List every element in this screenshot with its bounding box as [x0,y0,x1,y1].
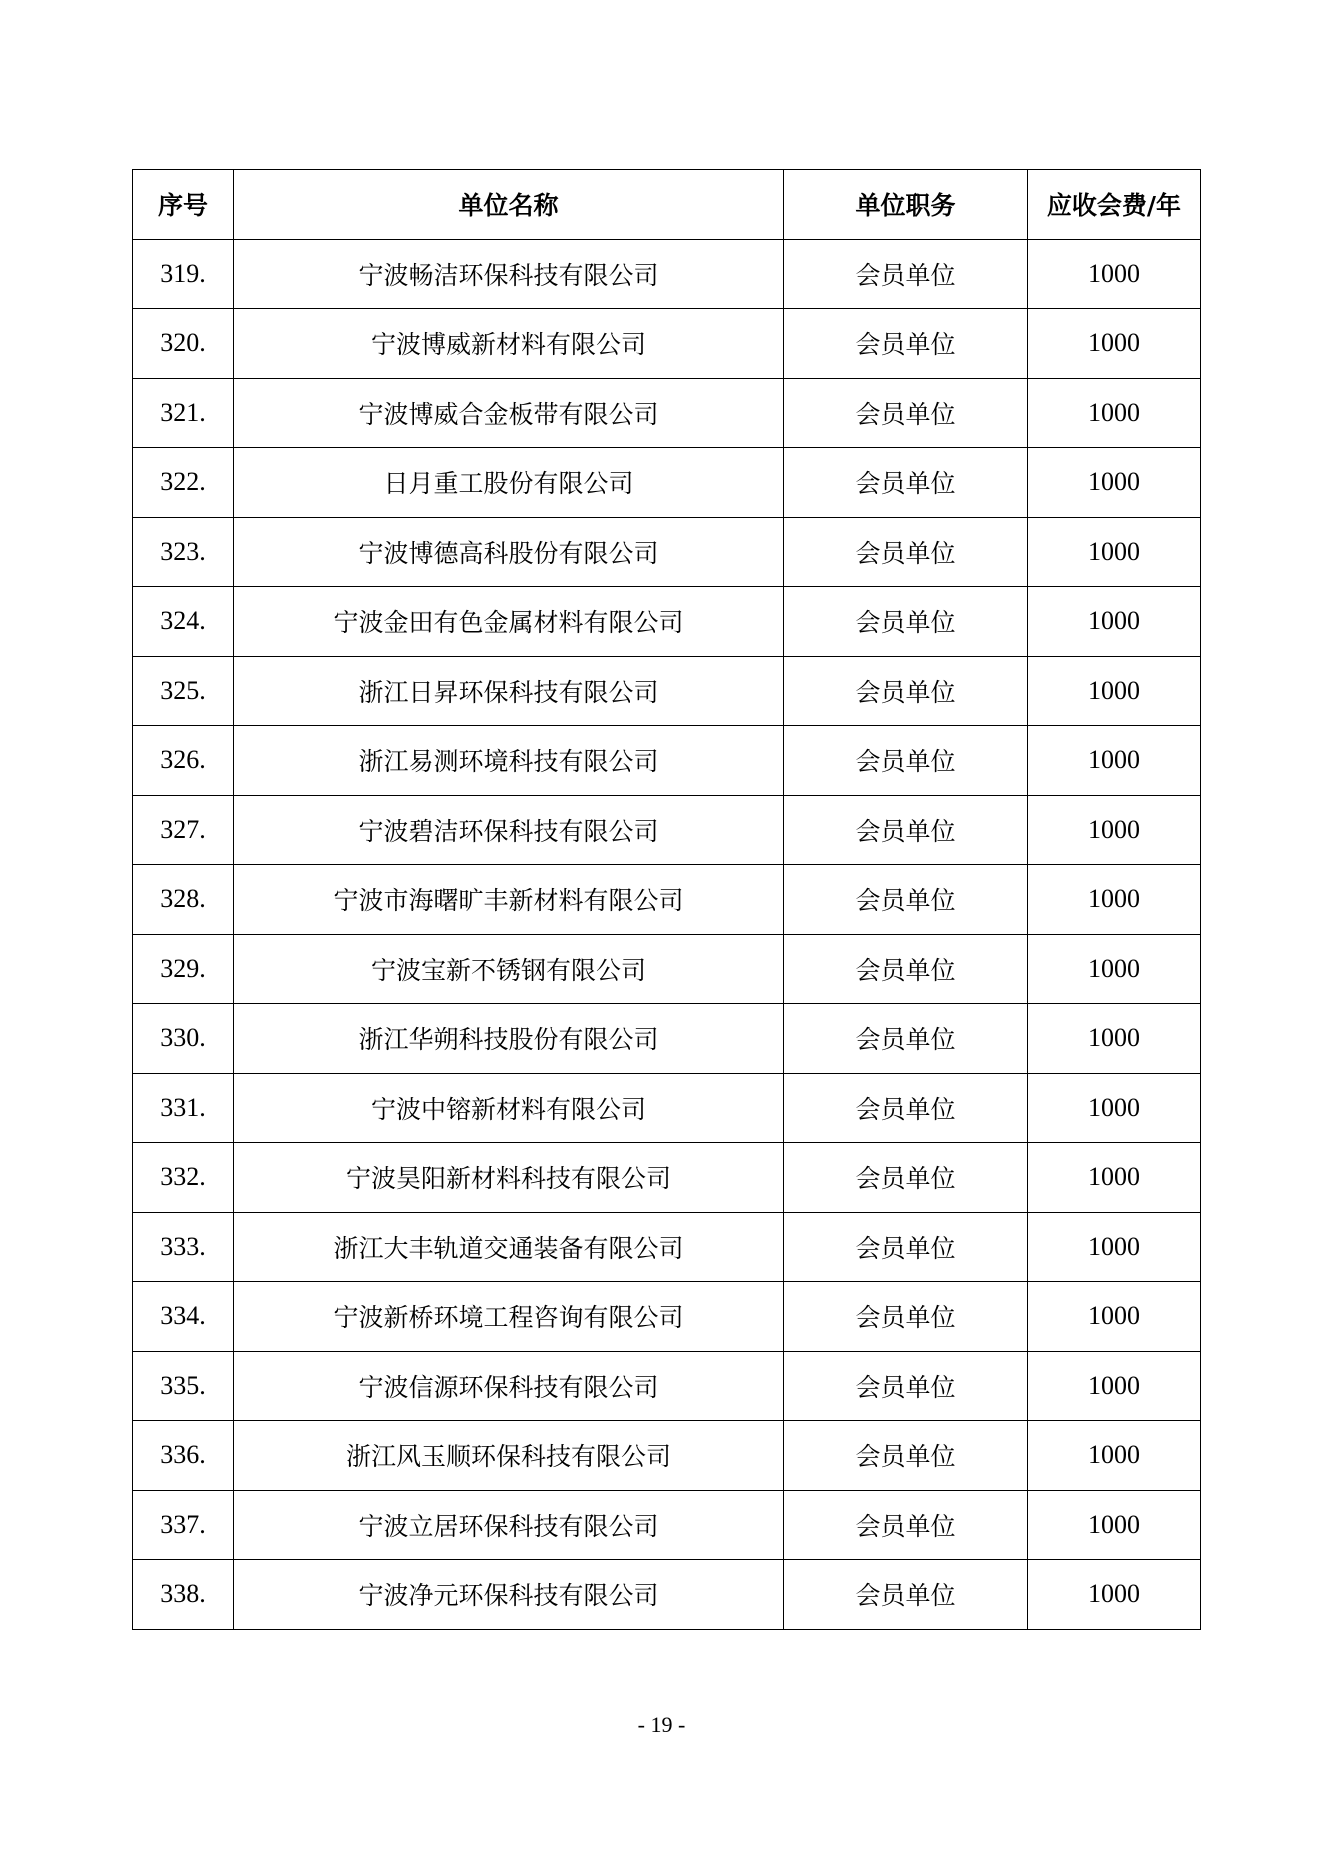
table-row [133,587,1201,657]
cell-unit-name: 宁波博威新材料有限公司 [234,309,784,379]
cell-annual-fee: 1000 [1028,309,1201,379]
table-row [133,726,1201,796]
cell-serial-number: 326. [133,726,234,796]
member-table [132,169,1201,1630]
cell-unit-role: 会员单位 [784,1143,1028,1213]
table-row [133,1004,1201,1074]
cell-unit-name: 宁波市海曙旷丰新材料有限公司 [234,865,784,935]
cell-serial-number: 329. [133,934,234,1004]
cell-annual-fee: 1000 [1028,1004,1201,1074]
table-row [133,865,1201,935]
cell-unit-role: 会员单位 [784,1212,1028,1282]
cell-unit-name: 宁波碧洁环保科技有限公司 [234,795,784,865]
cell-serial-number: 327. [133,795,234,865]
cell-serial-number: 323. [133,517,234,587]
cell-unit-role: 会员单位 [784,239,1028,309]
cell-serial-number: 330. [133,1004,234,1074]
cell-annual-fee: 1000 [1028,1421,1201,1491]
cell-unit-name: 宁波昊阳新材料科技有限公司 [234,1143,784,1213]
table-row [133,656,1201,726]
cell-unit-role: 会员单位 [784,378,1028,448]
table-row [133,1282,1201,1352]
cell-serial-number: 333. [133,1212,234,1282]
header-annual-fee: 应收会费/年 [1028,170,1201,240]
table-row [133,1351,1201,1421]
cell-annual-fee: 1000 [1028,1351,1201,1421]
table-row [133,517,1201,587]
cell-unit-role: 会员单位 [784,448,1028,518]
cell-annual-fee: 1000 [1028,378,1201,448]
cell-unit-name: 宁波宝新不锈钢有限公司 [234,934,784,1004]
cell-unit-name: 宁波新桥环境工程咨询有限公司 [234,1282,784,1352]
cell-unit-name: 浙江日昇环保科技有限公司 [234,656,784,726]
cell-unit-name: 浙江易测环境科技有限公司 [234,726,784,796]
cell-unit-name: 宁波信源环保科技有限公司 [234,1351,784,1421]
cell-serial-number: 324. [133,587,234,657]
cell-unit-role: 会员单位 [784,726,1028,796]
page-number: - 19 - [637,1712,686,1737]
cell-serial-number: 319. [133,239,234,309]
cell-annual-fee: 1000 [1028,1212,1201,1282]
cell-serial-number: 334. [133,1282,234,1352]
cell-unit-name: 宁波立居环保科技有限公司 [234,1490,784,1560]
cell-unit-name: 浙江风玉顺环保科技有限公司 [234,1421,784,1491]
header-unit-name: 单位名称 [234,170,784,240]
cell-unit-role: 会员单位 [784,1560,1028,1630]
cell-unit-role: 会员单位 [784,865,1028,935]
cell-unit-role: 会员单位 [784,795,1028,865]
table-row [133,309,1201,379]
cell-serial-number: 331. [133,1073,234,1143]
cell-serial-number: 322. [133,448,234,518]
table-row [133,1212,1201,1282]
cell-unit-name: 宁波畅洁环保科技有限公司 [234,239,784,309]
cell-unit-name: 浙江大丰轨道交通装备有限公司 [234,1212,784,1282]
cell-unit-name: 宁波净元环保科技有限公司 [234,1560,784,1630]
table-row [133,795,1201,865]
cell-unit-role: 会员单位 [784,1073,1028,1143]
table-row [133,934,1201,1004]
table-row [133,378,1201,448]
cell-serial-number: 338. [133,1560,234,1630]
cell-serial-number: 336. [133,1421,234,1491]
cell-annual-fee: 1000 [1028,239,1201,309]
cell-unit-role: 会员单位 [784,1421,1028,1491]
cell-unit-role: 会员单位 [784,1004,1028,1074]
cell-unit-name: 浙江华朔科技股份有限公司 [234,1004,784,1074]
cell-annual-fee: 1000 [1028,934,1201,1004]
header-unit-role: 单位职务 [784,170,1028,240]
cell-annual-fee: 1000 [1028,726,1201,796]
cell-serial-number: 335. [133,1351,234,1421]
cell-serial-number: 332. [133,1143,234,1213]
cell-annual-fee: 1000 [1028,1490,1201,1560]
cell-unit-name: 日月重工股份有限公司 [234,448,784,518]
cell-unit-role: 会员单位 [784,517,1028,587]
cell-unit-name: 宁波金田有色金属材料有限公司 [234,587,784,657]
table-row [133,1560,1201,1630]
table-header-row [133,170,1201,240]
cell-unit-role: 会员单位 [784,1351,1028,1421]
cell-unit-name: 宁波中镕新材料有限公司 [234,1073,784,1143]
cell-unit-name: 宁波博威合金板带有限公司 [234,378,784,448]
table-row [133,1073,1201,1143]
cell-unit-name: 宁波博德高科股份有限公司 [234,517,784,587]
table-row [133,239,1201,309]
cell-unit-role: 会员单位 [784,1282,1028,1352]
table-row [133,448,1201,518]
cell-serial-number: 328. [133,865,234,935]
cell-annual-fee: 1000 [1028,517,1201,587]
header-serial-number: 序号 [133,170,234,240]
cell-annual-fee: 1000 [1028,865,1201,935]
cell-annual-fee: 1000 [1028,587,1201,657]
table-row [133,1421,1201,1491]
cell-unit-role: 会员单位 [784,1490,1028,1560]
cell-unit-role: 会员单位 [784,656,1028,726]
cell-annual-fee: 1000 [1028,795,1201,865]
cell-annual-fee: 1000 [1028,656,1201,726]
cell-serial-number: 325. [133,656,234,726]
cell-annual-fee: 1000 [1028,1282,1201,1352]
cell-serial-number: 321. [133,378,234,448]
cell-annual-fee: 1000 [1028,1073,1201,1143]
cell-annual-fee: 1000 [1028,1560,1201,1630]
cell-serial-number: 337. [133,1490,234,1560]
cell-unit-role: 会员单位 [784,934,1028,1004]
cell-unit-role: 会员单位 [784,587,1028,657]
table-row [133,1143,1201,1213]
cell-unit-role: 会员单位 [784,309,1028,379]
cell-serial-number: 320. [133,309,234,379]
cell-annual-fee: 1000 [1028,448,1201,518]
table-row [133,1490,1201,1560]
cell-annual-fee: 1000 [1028,1143,1201,1213]
